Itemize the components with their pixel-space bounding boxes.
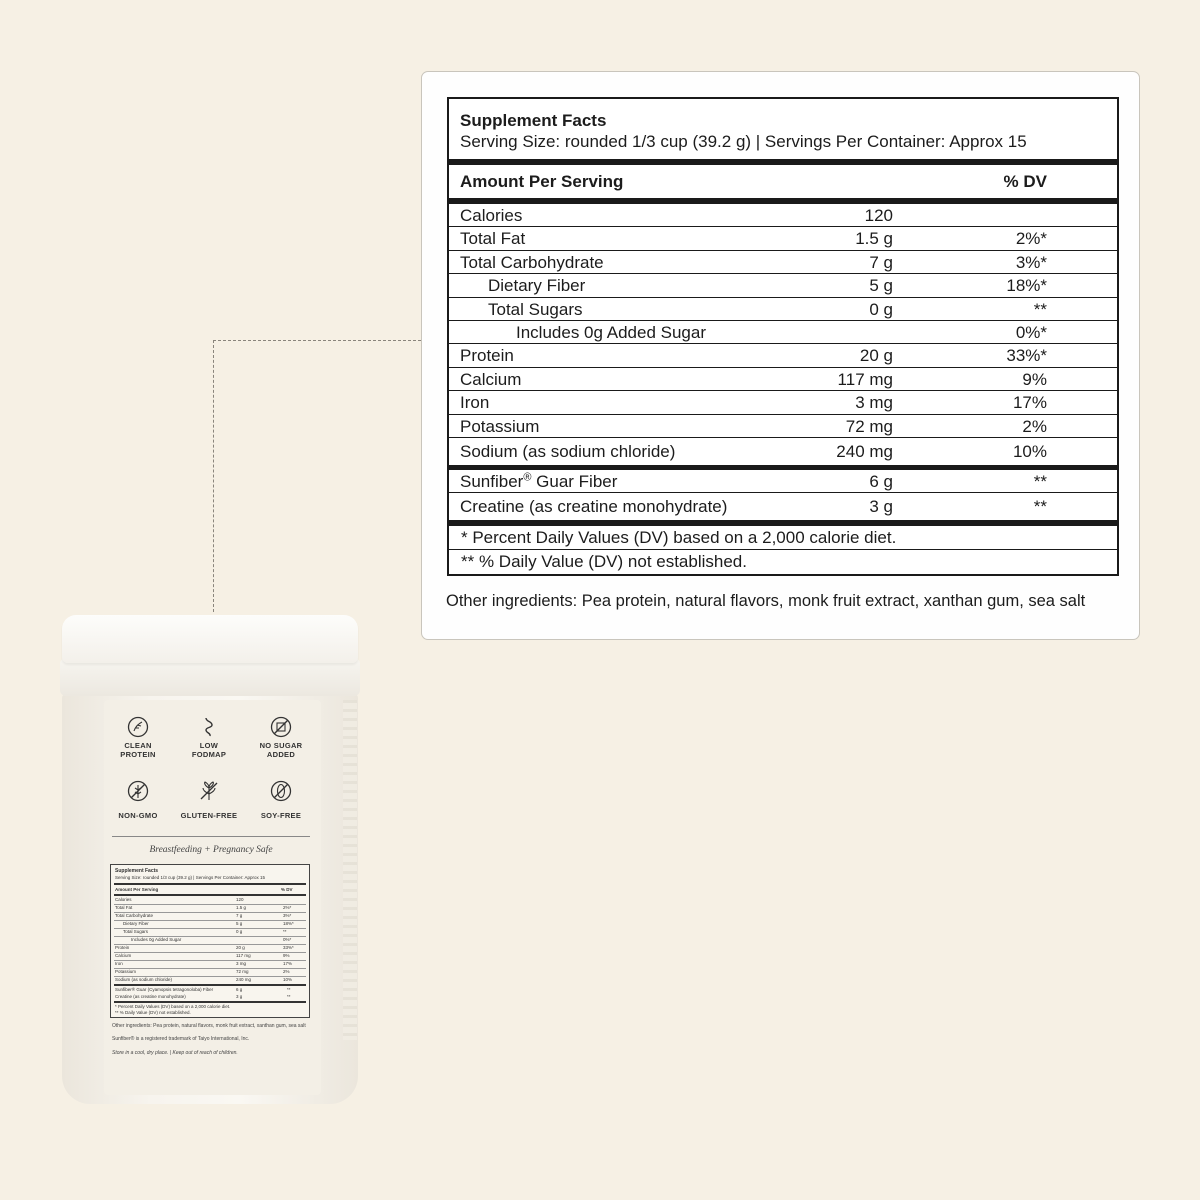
- mini-nutrient-name: Dietary Fiber: [123, 921, 149, 926]
- mini-nutrient-amount: 1.5 g: [236, 905, 247, 910]
- nutrient-dv: 18%*: [1006, 276, 1047, 296]
- soy-free-icon: [270, 780, 292, 802]
- mini-sunfiber-amount: 6 g: [236, 987, 243, 992]
- mini-divider: [114, 883, 306, 885]
- nutrient-name: Total Carbohydrate: [460, 252, 604, 272]
- canister-lid: [62, 615, 358, 663]
- facts-header: [449, 99, 1117, 159]
- mini-nutrient-amount: 20 g: [236, 945, 245, 950]
- nutrient-row: [449, 251, 1117, 274]
- mini-divider: [114, 1001, 306, 1003]
- other-ingredients: Other ingredients: Pea protein, natural flavors, monk fruit extract, xanthan gum, sea salt: [446, 592, 1086, 610]
- nutrient-row: [449, 344, 1117, 367]
- footnote-dv: * Percent Daily Values (DV) based on a 2,000 calorie diet.: [461, 528, 897, 548]
- mini-row-divider: [114, 904, 306, 905]
- badge-no-sugar-added: [246, 716, 316, 759]
- nutrient-amount: 1.5 g: [855, 229, 893, 249]
- nutrient-name: Calories: [460, 206, 523, 225]
- badge-label: NO SUGAR: [259, 741, 303, 750]
- nutrient-amount: 117 mg: [837, 369, 893, 389]
- mini-nutrient-amount: 3 mg: [236, 961, 247, 966]
- label-storage: Store in a cool, dry place. | Keep out of reach of children.: [112, 1050, 238, 1056]
- supplement-facts-callout: [421, 71, 1140, 640]
- badge-label: NON-GMO: [118, 811, 158, 820]
- nutrient-dv: 9%: [1022, 369, 1047, 389]
- nutrient-dv: 0%*: [1015, 322, 1047, 342]
- amount-per-serving-label: Amount Per Serving: [460, 172, 624, 191]
- facts-title: Supplement Facts: [460, 111, 607, 130]
- mini-row-divider: [114, 952, 306, 953]
- gluten-free-icon: [198, 780, 220, 802]
- clean-protein-icon: [127, 716, 149, 738]
- nutrient-row: [449, 438, 1117, 465]
- mini-nutrient-name: Total Sugars: [123, 929, 149, 934]
- mini-nutrient-amount: 72 mg: [236, 969, 249, 974]
- label-divider: [112, 836, 310, 837]
- nutrient-row: [449, 391, 1117, 414]
- badge-label: ADDED: [266, 750, 296, 759]
- nutrient-name: Total Fat: [460, 229, 526, 249]
- mini-divider: [114, 894, 306, 896]
- mini-row-divider: [114, 968, 306, 969]
- mini-nutrient-dv: 33%*: [283, 945, 294, 950]
- mini-amount-label: Amount Per Serving: [115, 887, 159, 892]
- nutrient-dv: **: [1033, 299, 1047, 319]
- mini-nutrient-dv: 18%*: [283, 921, 294, 926]
- nutrient-row: [449, 204, 1117, 227]
- ingredient-amount: 6 g: [869, 471, 893, 491]
- badge-gluten-free: [174, 780, 244, 820]
- mini-divider: [114, 984, 306, 986]
- footnote-row: [449, 550, 1117, 574]
- footnote-not-established: ** % Daily Value (DV) not established.: [461, 552, 747, 572]
- mini-nutrient-dv: 9%: [283, 953, 290, 958]
- nutrient-row: [449, 298, 1117, 321]
- ingredient-dv: **: [1033, 497, 1047, 517]
- mini-nutrient-amount: 5 g: [236, 921, 243, 926]
- mini-foot2: ** % Daily Value (DV) not established.: [115, 1010, 191, 1015]
- ingredient-name: Creatine (as creatine monohydrate): [460, 497, 728, 517]
- mini-nutrient-dv: 2%*: [283, 905, 292, 910]
- mini-nutrient-name: Total Carbohydrate: [115, 913, 154, 918]
- mini-nutrient-amount: 117 mg: [236, 953, 251, 958]
- mini-title: Supplement Facts: [115, 868, 159, 874]
- nutrient-amount: 0 g: [869, 299, 893, 319]
- non-gmo-icon: [127, 780, 149, 802]
- nutrient-row: [449, 274, 1117, 297]
- badge-non-gmo: [103, 780, 173, 820]
- callout-leader-horizontal: [213, 340, 421, 341]
- ingredient-dv: **: [1033, 471, 1047, 491]
- mini-nutrient-name: Includes 0g Added Sugar: [131, 937, 182, 942]
- mini-row-divider: [114, 944, 306, 945]
- mini-dv-header: % DV: [281, 887, 293, 892]
- mini-nutrient-dv: **: [283, 929, 287, 934]
- mini-nutrient-name: Potassium: [115, 969, 137, 974]
- badge-soy-free: [246, 780, 316, 820]
- badge-clean-protein: [103, 716, 173, 759]
- mini-creatine-amount: 3 g: [236, 994, 243, 999]
- mini-creatine: Creatine (as creatine monohydrate): [115, 994, 186, 999]
- nutrient-amount: 3 mg: [855, 393, 893, 413]
- low-fodmap-icon: [198, 716, 220, 738]
- serving-info: Serving Size: rounded 1/3 cup (39.2 g) | Servings Per Container: Approx 15: [460, 132, 1027, 151]
- badge-label: PROTEIN: [120, 750, 156, 759]
- badge-label: FODMAP: [191, 750, 227, 759]
- nutrient-name: Calcium: [460, 369, 522, 389]
- mini-nutrient-name: Iron: [115, 961, 123, 966]
- mini-foot1: * Percent Daily Values (DV) based on a 2,000 calorie diet.: [115, 1004, 231, 1009]
- mini-nutrient-amount: 120: [236, 897, 244, 902]
- nutrient-name: Dietary Fiber: [488, 276, 586, 296]
- nutrient-name: Potassium: [460, 416, 540, 436]
- nutrient-name: Sodium (as sodium chloride): [460, 441, 676, 461]
- nutrient-amount: 7 g: [869, 252, 893, 272]
- nutrient-amount: 72 mg: [845, 416, 893, 436]
- mini-nutrient-name: Protein: [115, 945, 130, 950]
- mini-sunfiber-dv: **: [287, 987, 291, 992]
- badge-label: LOW: [199, 741, 219, 750]
- mini-creatine-dv: **: [287, 994, 291, 999]
- nutrient-name: Protein: [460, 346, 514, 366]
- mini-nutrient-name: Total Fat: [115, 905, 133, 910]
- mini-nutrient-dv: 0%*: [283, 937, 292, 942]
- canister-label-side-text: [343, 700, 357, 1040]
- footnote-row: [449, 526, 1117, 550]
- nutrient-row: [449, 415, 1117, 438]
- label-other-ingredients: Other ingredients: Pea protein, natural flavors, monk fruit extract, xanthan gum, sea salt: [112, 1023, 306, 1029]
- mini-nutrient-amount: 7 g: [236, 913, 243, 918]
- dv-header: % DV: [1003, 172, 1047, 191]
- nutrient-amount: 120: [864, 206, 893, 225]
- ingredient-row: [449, 470, 1117, 493]
- mini-nutrient-amount: 0 g: [236, 929, 243, 934]
- mini-supplement-facts: [110, 864, 310, 1018]
- nutrient-dv: 2%*: [1015, 229, 1047, 249]
- ingredient-amount: 3 g: [869, 497, 893, 517]
- nutrient-dv: 33%*: [1006, 346, 1047, 366]
- mini-nutrient-amount: 240 mg: [236, 977, 252, 982]
- supplement-facts-table: [447, 97, 1119, 576]
- nutrient-dv: 2%: [1022, 416, 1047, 436]
- canister-lid-band: [60, 658, 360, 696]
- label-tagline: Breastfeeding + Pregnancy Safe: [149, 845, 273, 855]
- callout-leader-vertical: [213, 340, 214, 612]
- nutrient-dv: 3%*: [1015, 252, 1047, 272]
- mini-nutrient-name: Calcium: [115, 953, 132, 958]
- mini-nutrient-dv: 2%: [283, 969, 290, 974]
- no-sugar-added-icon: [270, 716, 292, 738]
- nutrient-dv: 17%: [1012, 393, 1047, 413]
- nutrient-name: Iron: [460, 393, 490, 413]
- nutrient-dv: 10%: [1012, 441, 1047, 461]
- label-trademark: Sunfiber® is a registered trademark of Taiyo International, Inc.: [112, 1036, 250, 1042]
- nutrient-row: [449, 368, 1117, 391]
- mini-serving: Serving Size: rounded 1/3 cup (39.2 g) | Servings Per Container: Approx 15: [115, 875, 266, 880]
- nutrient-amount: 20 g: [859, 346, 893, 366]
- badge-label: CLEAN: [124, 741, 152, 750]
- nutrient-amount: 5 g: [869, 276, 893, 296]
- mini-row-divider: [114, 960, 306, 961]
- badge-label: GLUTEN-FREE: [180, 811, 238, 820]
- nutrient-row: [449, 227, 1117, 250]
- nutrient-name: Total Sugars: [488, 299, 583, 319]
- mini-nutrient-dv: 3%*: [283, 913, 292, 918]
- nutrient-row: [449, 321, 1117, 344]
- mini-sunfiber: Sunfiber® Guar (Cyamopsis tetragonoloba) Fiber: [115, 987, 214, 992]
- ingredient-name: Sunfiber® Guar Fiber: [460, 471, 618, 491]
- nutrient-name: Includes 0g Added Sugar: [516, 322, 706, 342]
- badge-label: SOY-FREE: [260, 811, 302, 820]
- amount-per-serving-row: [449, 165, 1117, 199]
- badge-low-fodmap: [174, 716, 244, 759]
- mini-nutrient-dv: 17%: [283, 961, 293, 966]
- nutrient-amount: 240 mg: [836, 441, 893, 461]
- mini-nutrient-name: Sodium (as sodium chloride): [115, 977, 173, 982]
- ingredient-row: [449, 493, 1117, 520]
- mini-nutrient-name: Calories: [115, 897, 132, 902]
- mini-nutrient-dv: 10%: [283, 977, 293, 982]
